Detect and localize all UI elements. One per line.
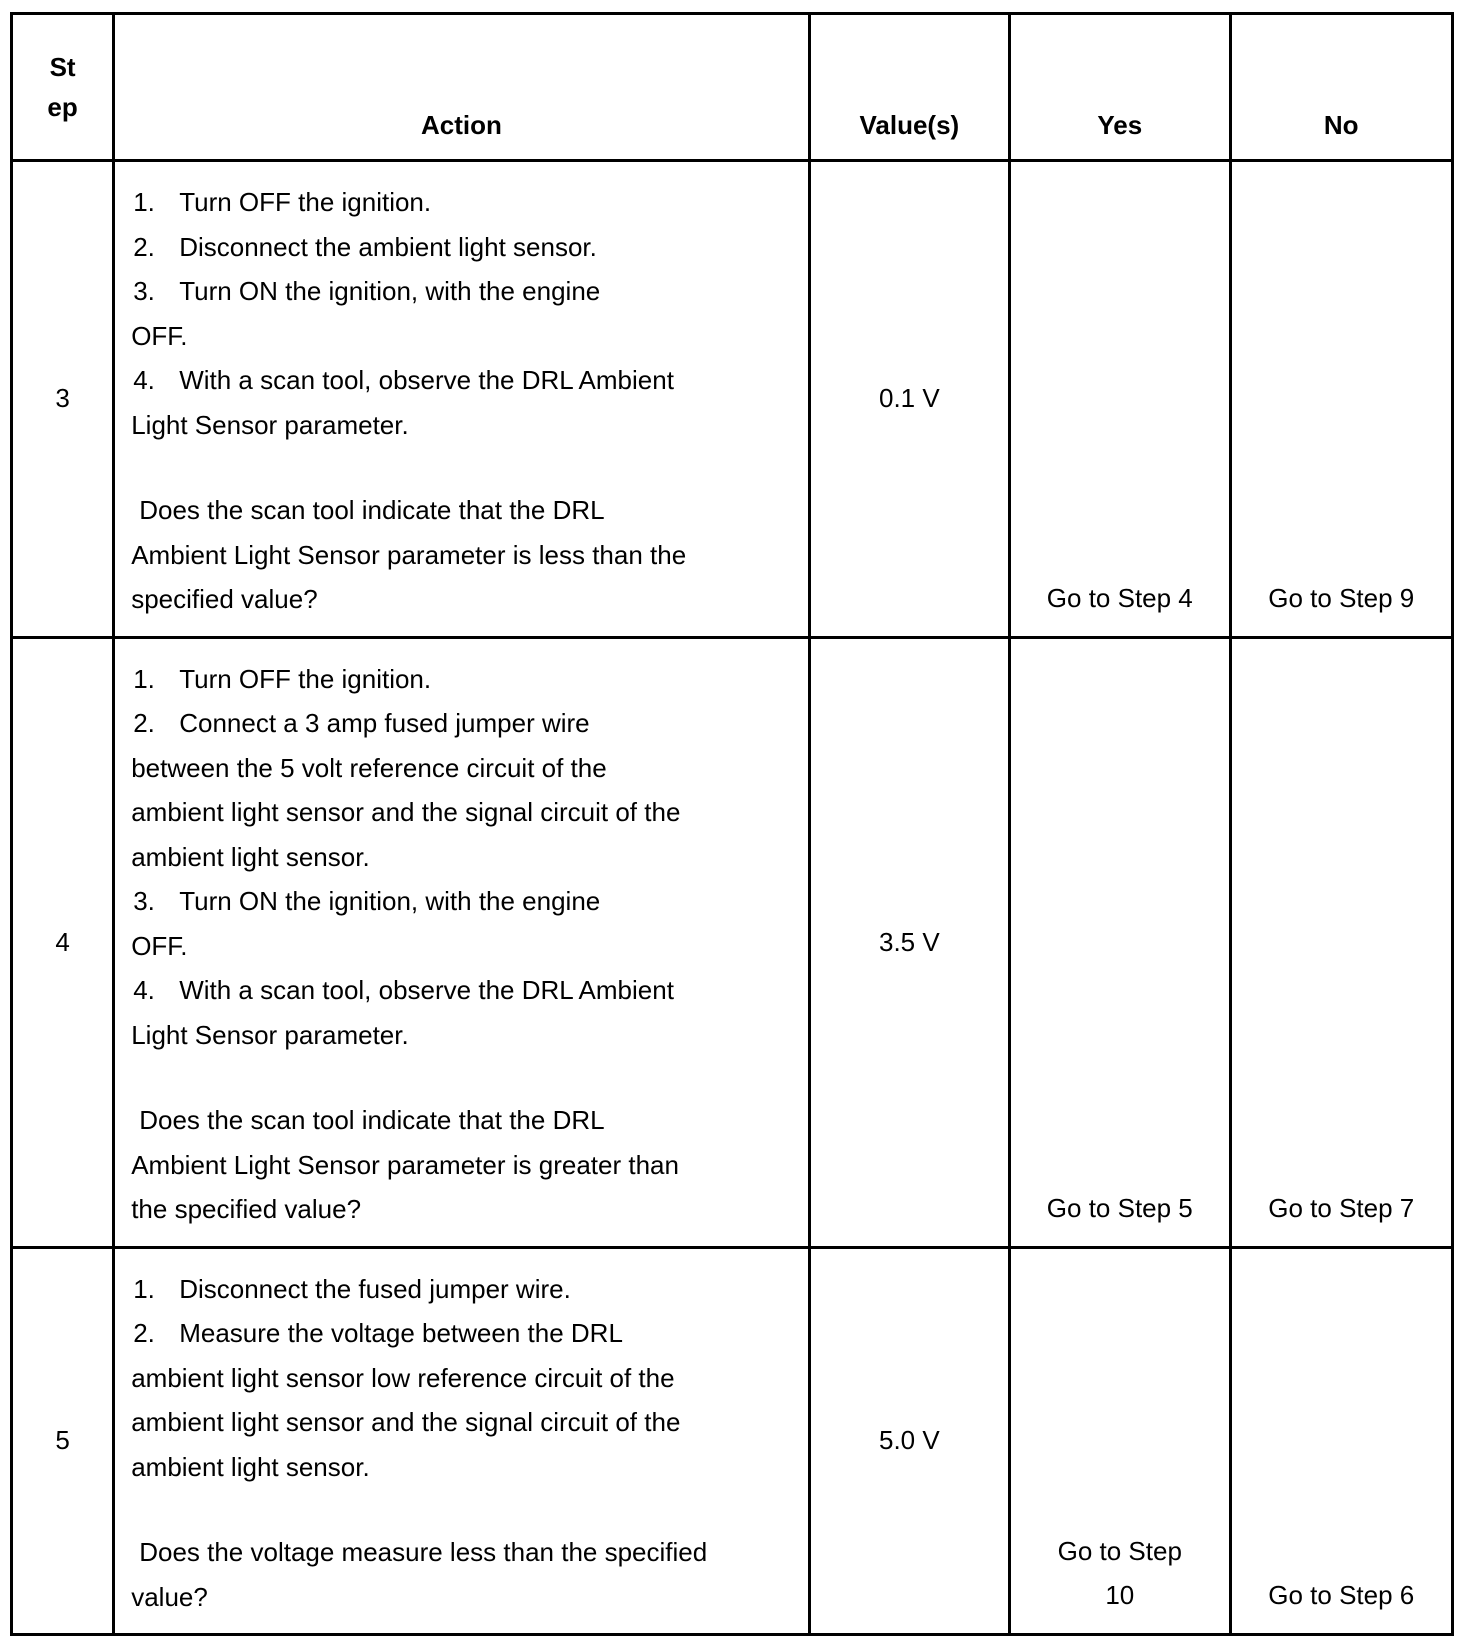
action-item-text: Turn ON the ignition, with the engine bbox=[179, 276, 601, 306]
no-cell bbox=[1230, 1247, 1453, 1635]
action-item-continuation bbox=[131, 314, 791, 359]
action-item-text: Turn ON the ignition, with the engine bbox=[179, 886, 601, 916]
yes-cell bbox=[1010, 637, 1230, 1247]
action-cell bbox=[114, 1247, 809, 1635]
action-question-line: Does the voltage measure less than the specified bbox=[139, 1537, 708, 1567]
action-item-text: Light Sensor parameter. bbox=[131, 1019, 409, 1050]
action-item bbox=[131, 657, 791, 702]
action-item bbox=[131, 269, 791, 314]
action-item-continuation bbox=[131, 924, 791, 969]
action-item bbox=[131, 968, 791, 1013]
action-item bbox=[131, 358, 791, 403]
action-item-continuation bbox=[131, 790, 791, 835]
table-row bbox=[12, 161, 1453, 638]
action-item-continuation bbox=[131, 746, 791, 791]
yes-text: Go to Step 4 bbox=[1046, 582, 1193, 613]
step-number-cell: 3 bbox=[12, 161, 114, 638]
action-item-text: ambient light sensor. bbox=[131, 1451, 370, 1482]
action-item-text: Measure the voltage between the DRL bbox=[179, 1318, 623, 1348]
no-text: Go to Step 9 bbox=[1268, 582, 1415, 613]
header-step bbox=[12, 14, 114, 161]
value-cell: 3.5 V bbox=[809, 637, 1009, 1247]
action-item-number: 1. bbox=[133, 663, 155, 694]
action-question-line: Ambient Light Sensor parameter is less than the bbox=[131, 539, 687, 570]
yes-cell bbox=[1010, 1247, 1230, 1635]
header-yes: Yes bbox=[1010, 14, 1230, 161]
action-item-number: 1. bbox=[133, 187, 155, 217]
no-text: Go to Step 6 bbox=[1268, 1580, 1415, 1610]
table-row bbox=[12, 1247, 1453, 1635]
action-item-text: Turn OFF the ignition. bbox=[179, 187, 432, 217]
action-item-text: ambient light sensor and the signal circuit of the bbox=[131, 1407, 681, 1437]
action-cell bbox=[114, 637, 809, 1247]
action-item-text: ambient light sensor and the signal circuit of the bbox=[131, 797, 681, 827]
action-item bbox=[131, 879, 791, 924]
no-text: Go to Step 7 bbox=[1268, 1192, 1415, 1223]
action-item-continuation bbox=[131, 1400, 791, 1445]
action-item-number: 1. bbox=[133, 1273, 155, 1304]
no-cell bbox=[1230, 161, 1453, 638]
action-question-line: specified value? bbox=[131, 584, 318, 614]
action-item bbox=[131, 180, 791, 225]
action-item-text: OFF. bbox=[131, 320, 188, 351]
action-item-number: 3. bbox=[133, 276, 155, 306]
header-action: Action bbox=[114, 14, 809, 161]
action-question-line: Ambient Light Sensor parameter is greater than bbox=[131, 1149, 679, 1180]
header-step-line2: ep bbox=[47, 92, 78, 122]
action-question-line: Does the scan tool indicate that the DRL bbox=[139, 1105, 605, 1135]
action-item-number: 4. bbox=[133, 365, 155, 395]
action-item-continuation bbox=[131, 1445, 791, 1490]
step-number-cell: 5 bbox=[12, 1247, 114, 1635]
action-item-text: OFF. bbox=[131, 930, 188, 961]
action-item-number: 2. bbox=[133, 1318, 155, 1348]
action-item-text: Light Sensor parameter. bbox=[131, 409, 409, 440]
action-item-continuation bbox=[131, 835, 791, 880]
action-item bbox=[131, 1267, 791, 1312]
header-row bbox=[12, 14, 1453, 161]
action-question-line: value? bbox=[131, 1581, 208, 1612]
yes-cell bbox=[1010, 161, 1230, 638]
header-values: Value(s) bbox=[809, 14, 1009, 161]
yes-text: Go to Step 5 bbox=[1046, 1192, 1193, 1223]
table-row bbox=[12, 637, 1453, 1247]
yes-text: 10 bbox=[1105, 1580, 1135, 1610]
diagnostic-table bbox=[10, 12, 1454, 1636]
action-item-continuation bbox=[131, 403, 791, 448]
header-step-line1: St bbox=[49, 52, 76, 82]
action-item-text: Disconnect the fused jumper wire. bbox=[179, 1273, 571, 1304]
spacer bbox=[131, 447, 791, 488]
action-item-number: 3. bbox=[133, 886, 155, 916]
action-item-text: between the 5 volt reference circuit of the bbox=[131, 752, 607, 783]
value-cell: 0.1 V bbox=[809, 161, 1009, 638]
header-no: No bbox=[1230, 14, 1453, 161]
action-item-text: With a scan tool, observe the DRL Ambient bbox=[179, 365, 674, 395]
action-item bbox=[131, 225, 791, 270]
action-item-text: With a scan tool, observe the DRL Ambient bbox=[179, 975, 674, 1005]
spacer bbox=[131, 1057, 791, 1098]
action-item-text: ambient light sensor. bbox=[131, 841, 370, 872]
action-item-number: 2. bbox=[133, 708, 155, 738]
spacer bbox=[131, 1489, 791, 1530]
action-item bbox=[131, 1311, 791, 1356]
no-cell bbox=[1230, 637, 1453, 1247]
action-item bbox=[131, 701, 791, 746]
step-number-cell: 4 bbox=[12, 637, 114, 1247]
action-item-number: 2. bbox=[133, 231, 155, 262]
action-item-text: Turn OFF the ignition. bbox=[179, 663, 432, 694]
action-item-continuation bbox=[131, 1356, 791, 1401]
action-item-text: Connect a 3 amp fused jumper wire bbox=[179, 708, 590, 738]
action-item-text: ambient light sensor low reference circuit of the bbox=[131, 1362, 675, 1393]
action-question-line: Does the scan tool indicate that the DRL bbox=[139, 495, 605, 525]
action-item-number: 4. bbox=[133, 975, 155, 1005]
action-cell bbox=[114, 161, 809, 638]
value-cell: 5.0 V bbox=[809, 1247, 1009, 1635]
action-question-line: the specified value? bbox=[131, 1194, 362, 1224]
yes-text: Go to Step bbox=[1057, 1536, 1182, 1566]
action-item-text: Disconnect the ambient light sensor. bbox=[179, 231, 597, 262]
action-item-continuation bbox=[131, 1013, 791, 1058]
